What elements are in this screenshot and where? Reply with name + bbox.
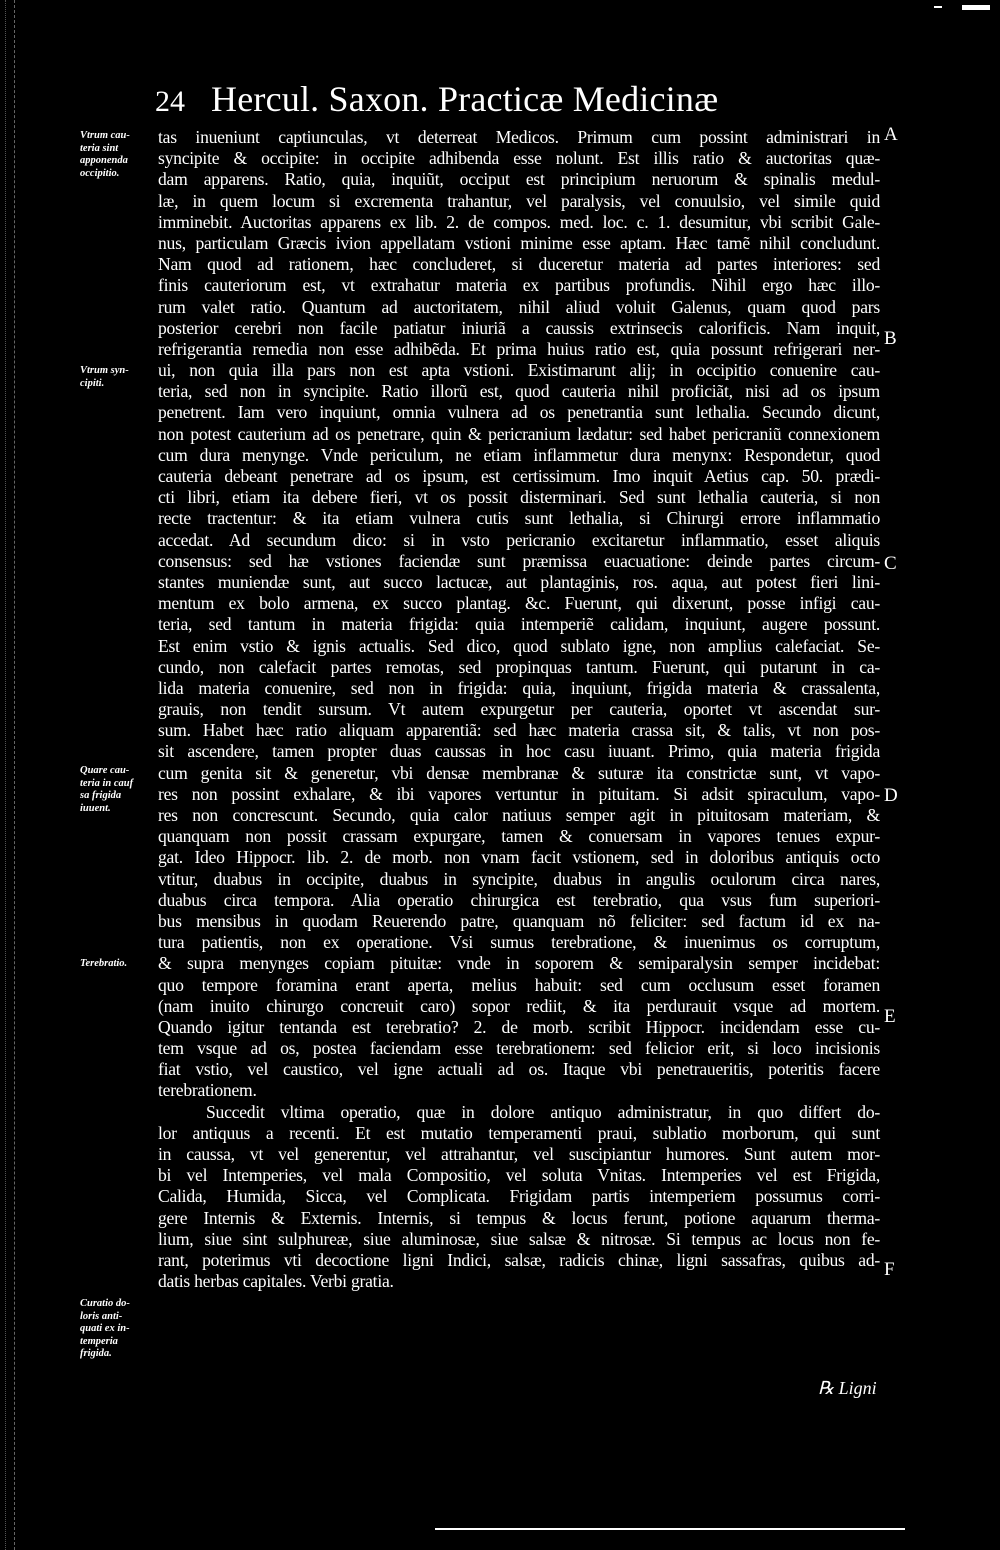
body-line: cauteria debeant penetrare ad os ipsum, est certissimum. Imo inquit Aetius cap. 50. prædi- [158,466,880,486]
body-line: non potest cauterium ad os penetrare, quin & pericranium lædatur: sed habet pericraniũ connexionem [158,423,880,444]
body-line: tura patientis, non ex operatione. Vsi sumus terebratione, & inuenimus os corruptum, [158,932,880,953]
body-line: imminebit. Auctoritas apparens ex lib. 2. de compos. med. loc. c. 1. desumitur, vbi scribit Gale- [158,211,880,232]
body-line: posterior cerebri non facile patiatur iniuriã a caussis extrinsecis calorificis. Nam inquit, [158,317,880,338]
body-line: sum. Habet hæc ratio aliquam apparentiã: sed hæc materia crassa sit, & talis, vt non pos- [158,720,880,741]
body-line: quo tempore foramina erant aperta, melius habuit: sed cum occlusum esset foramen [158,974,880,995]
body-line: syncipite & occipite: in occipite adhibenda esse nolunt. Est illis ratio & auctoritas quæ- [158,148,880,169]
body-line: grauis, non tendit sursum. Vt autem expurgetur per cauteria, oportet vt ascendat sur- [158,699,880,720]
margin-note [80,365,154,390]
margin-note-line: temperia [80,1335,118,1347]
margin-note-line: quati ex in- [80,1323,130,1334]
margin-note [80,130,154,180]
body-line: gere Internis & Externis. Internis, si tempus & locus ferunt, potione aquarum therma- [158,1207,880,1228]
section-letter: D [884,785,898,806]
body-line: bi vel Intemperies, vel mala Compositio, vel soluta Vnitas. Intemperies vel est Frigida, [158,1165,880,1186]
body-line: consensus: sed hæ vstiones faciendæ sunt præmissa euacuatione: deinde partes circum- [158,550,880,571]
margin-note-line: Terebratio. [80,958,128,969]
margin-note-line: cipiti. [80,377,105,389]
margin-note-line: iuuent. [80,802,111,814]
body-line: finis cauteriorum est, vt extrahatur materia ex partibus profundis. Nihil ergo hæc illo- [158,275,880,296]
section-letter: C [884,553,897,574]
catchword: ℞ Ligni [818,1378,877,1398]
page-number: 24 [155,85,185,118]
body-line: rum valet ratio. Quantum ad auctoritatem, nihil aliud voluit Galenus, quam quod pars [158,296,880,317]
margin-note-line: teria in cauf [80,777,134,789]
body-line: in caussa, vt vel generentur, vel attrahantur, vel suscipiantur humores. Sunt autem mor- [158,1144,880,1164]
margin-note-line: occipitio. [80,167,120,179]
margin-note-line: teria sint [80,142,119,154]
bottom-rule [435,1528,905,1530]
body-line: cundo, non calefacit partes remotas, sed propinquas tantum. Fuerunt, qui putarunt in ca- [158,656,880,677]
margin-note-line: Quare cau- [80,765,130,776]
body-line: dam apparens. Ratio, quia, inquiũt, occiput est principium neruorum & spinalis medul- [158,169,880,190]
body-line: (nam inuito chirurgo concreuit caro) sopor rediit, & ita perdurauit vsque ad mortem. [158,995,880,1016]
body-line: tas inueniunt captiunculas, vt deterreat Medicos. Primum cum possint administrari in [158,127,880,147]
section-letter: E [884,1006,896,1027]
left-page-edge [0,0,15,1550]
margin-note-line: loris anti- [80,1310,123,1322]
body-line: teria, sed tantum in materia frigida: quia intemperiẽ calidam, inquiunt, augere possunt. [158,614,880,635]
body-line: recte tractentur: & ita etiam vulnera cutis sunt lethalia, si Chirurgi errore inflammatio [158,508,880,529]
body-line: Est enim vstio & ignis actualis. Sed dico, quod sublato igne, non amplius calefaciat. Se- [158,635,880,656]
body-line: teria, sed non in syncipite. Ratio illorũ est, quod cauteria nihil proficiãt, nisi ad os ipsum [158,381,880,402]
corner-mark-small [934,6,942,8]
margin-note-line: Curatio do- [80,1298,130,1309]
body-line: res non concrescunt. Secundo, quia calor natiuus semper agit in pituitosam materiam, & [158,805,880,825]
body-line: accedat. Ad secundum dico: si in vsto pericranio excitaretur inflammatio, esset aliquis [158,529,880,550]
body-line: stantes muniendæ sunt, aut succo lactucæ, aut plantaginis, ros. aqua, aut potest fieri lini- [158,571,880,592]
body-line: quanquam non possit crassam expurgare, tamen & conuersam in vapores tenues expur- [158,826,880,847]
body-line: Nam quod ad rationem, hæc concluderet, si duceretur materia ad partes interiores: sed [158,254,880,275]
body-line: læ, in quem locum si excrementa trahantur, vel paralysis, vel conuulsio, vel simile quid [158,190,880,211]
margin-note [80,1298,154,1361]
margin-note-line: frigida. [80,1348,112,1359]
body-line: gat. Ideo Hippocr. lib. 2. de morb. non vnam facit vstionem, sed in doloribus antiquis octo [158,847,880,868]
body-line: nus, particulam Græcis ivion appellatam vstioni minime esse aptam. Hæc tamẽ nihil concludunt. [158,232,880,253]
body-line: vtitur, duabus in occipite, duabus in syncipite, duabus in angulis oculorum circa nares, [158,868,880,889]
margin-note-line: Vtrum syn- [80,365,129,376]
body-line: cum dura menynge. Vnde periculum, ne etiam inflammetur dura menynx: Respondetur, quod [158,444,880,465]
body-line: lium, siue sint sulphureæ, siue aluminosæ, siue salsæ & nitrosæ. Si tempus ac locus non fe- [158,1228,880,1249]
body-line: penetrent. Iam vero inquiunt, omnia vulnera ad os penetrantia sunt lethalia. Secundo dicunt, [158,402,880,423]
margin-note-line: Vtrum cau- [80,130,130,141]
section-letter: B [884,328,897,349]
body-line: rant, poterimus vti decoctione ligni Indici, salsæ, radicis chinæ, ligni sassafras, quibus ad- [158,1249,880,1270]
body-line: duabus circa tempora. Alia operatio chirurgica est terebratio, qua vsus fum superiori- [158,889,880,910]
body-text [158,127,880,1292]
body-line: res non possint exhalare, & ibi vapores vertuntur in pituitam. Si adsit spiraculum, vapo- [158,783,880,804]
body-line: fiat vstio, vel caustico, vel igne actuali ad os. Itaque vbi penetraueritis, poteritis facere [158,1059,880,1080]
body-line: Calida, Humida, Sicca, vel Complicata. Frigidam partis intemperiem possumus corri- [158,1186,880,1207]
body-line: lida materia conuenire, sed non in frigida: quia, inquiunt, frigida materia & crassalenta, [158,677,880,698]
margin-note-line: sa frigida [80,790,122,801]
body-line: tem vsque ad os, postea faciendam esse terebrationem: sed felicior erit, si loco incisionis [158,1038,880,1059]
margin-note [80,958,154,971]
body-line: mentum ex bolo armena, ex succo plantag. &c. Fuerunt, qui dixerunt, posse infigi cau- [158,593,880,614]
body-line: refrigerantia remedia non esse adhibẽda. Et prima huius ratio est, quia possunt refrigerari ner- [158,338,880,359]
body-line: datis herbas capitales. Verbi gratia. [158,1271,394,1292]
body-line: sit ascendere, tamen propter duas caussas in hoc casu iuuant. Primo, quia materia frigida [158,741,880,762]
running-title: Hercul. Saxon. Practicæ Medicinæ [211,79,719,119]
section-letter: F [884,1259,895,1280]
body-line: cum genita sit & generetur, vbi densæ membranæ & suturæ ita constrictæ sunt, vt vapo- [158,762,880,783]
body-line: ui, non quia illa pars non est apta vstioni. Existimarunt alij; in occipitio conuenire cau- [158,360,880,381]
body-line: cti libri, etiam ita debere fieri, vt os possit disterminari. Sed sunt lethalia cauteria, si non [158,487,880,508]
body-line: Quando igitur tentanda est terebratio? 2. de morb. scribit Hippocr. incidendam esse cu- [158,1016,880,1037]
margin-note-line: apponenda [80,155,128,166]
section-letter: A [884,124,898,145]
body-line: & supra menynges copiam pituitæ: vnde in soporem & semiparalysin semper incidebat: [158,953,880,974]
body-line: Succedit vltima operatio, quæ in dolore antiquo administratur, in quo differt do- [206,1101,880,1122]
body-line: bus mensibus in quodam Reuerendo patre, quanquam nõ feliciter: sed factum id ex na- [158,910,880,931]
margin-note [80,765,154,815]
body-line: lor antiquus a recenti. Et est mutatio temperamenti praui, sublatio morborum, qui sunt [158,1122,880,1143]
corner-mark [962,5,990,10]
running-head [155,78,855,126]
body-line: terebrationem. [158,1080,257,1101]
